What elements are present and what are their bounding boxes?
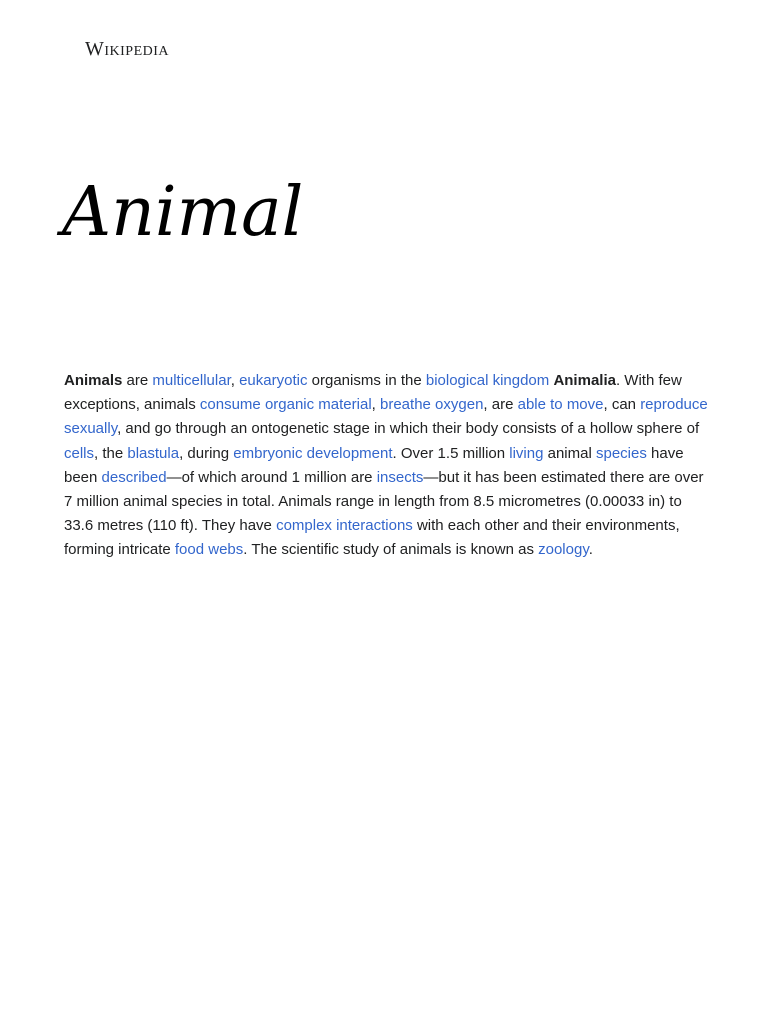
text-segment: . [588, 541, 593, 559]
link-able-to-move[interactable]: able to move [517, 396, 604, 414]
text-segment: are [122, 372, 153, 389]
text-segment: , the [94, 444, 128, 462]
link-insects[interactable]: insects [376, 468, 424, 486]
link-species[interactable]: species [595, 444, 647, 462]
text-segment: , can [603, 396, 641, 414]
text-segment: , are [483, 396, 518, 414]
text-segment: organisms in the [307, 372, 426, 389]
wikipedia-wordmark[interactable]: Wikipedia [85, 38, 170, 60]
text-segment: animal [543, 444, 596, 462]
text-segment: with each other and their environments, forming intricate [64, 517, 680, 559]
link-reproduce-sexually[interactable]: reproduce sexually [64, 396, 708, 438]
page-title: Animal [62, 173, 304, 252]
link-breathe-oxygen[interactable]: breathe oxygen [380, 396, 484, 414]
link-eukaryotic[interactable]: eukaryotic [239, 372, 308, 389]
text-segment: have been [64, 444, 684, 486]
lead-paragraph [64, 369, 708, 563]
text-segment: , [230, 372, 240, 389]
bold-term-animals: Animals [64, 372, 123, 389]
link-described[interactable]: described [101, 468, 167, 486]
text-segment: , [371, 396, 380, 414]
link-living[interactable]: living [509, 444, 544, 462]
link-consume-organic-material[interactable]: consume organic material [199, 396, 372, 414]
text-segment: —of which around 1 million are [166, 468, 377, 486]
text-segment: , and go through an ontogenetic stage in which their body consists of a hollow sphere of [117, 420, 700, 438]
link-multicellular[interactable]: multicellular [152, 372, 231, 389]
link-embryonic-development[interactable]: embryonic development [233, 444, 393, 462]
bold-term-animalia: Animalia [553, 372, 616, 389]
text-segment: . The scientific study of animals is known as [243, 541, 539, 559]
text-segment: —but it has been estimated there are over 7 million animal species in total. Animals range in length from 8.5 micrometres (0.00033 in) to 33.6 metres (110 ft). They have [64, 468, 704, 535]
link-zoology[interactable]: zoology [538, 541, 589, 559]
link-food-webs[interactable]: food webs [174, 541, 244, 559]
link-cells[interactable]: cells [64, 444, 95, 462]
link-complex-interactions[interactable]: complex interactions [276, 517, 413, 535]
text-segment: , during [179, 444, 234, 462]
text-segment: . Over 1.5 million [392, 444, 510, 462]
link-biological-kingdom[interactable]: biological kingdom [425, 372, 550, 389]
text-segment: . With few exceptions, animals [64, 372, 682, 414]
link-blastula[interactable]: blastula [127, 444, 180, 462]
